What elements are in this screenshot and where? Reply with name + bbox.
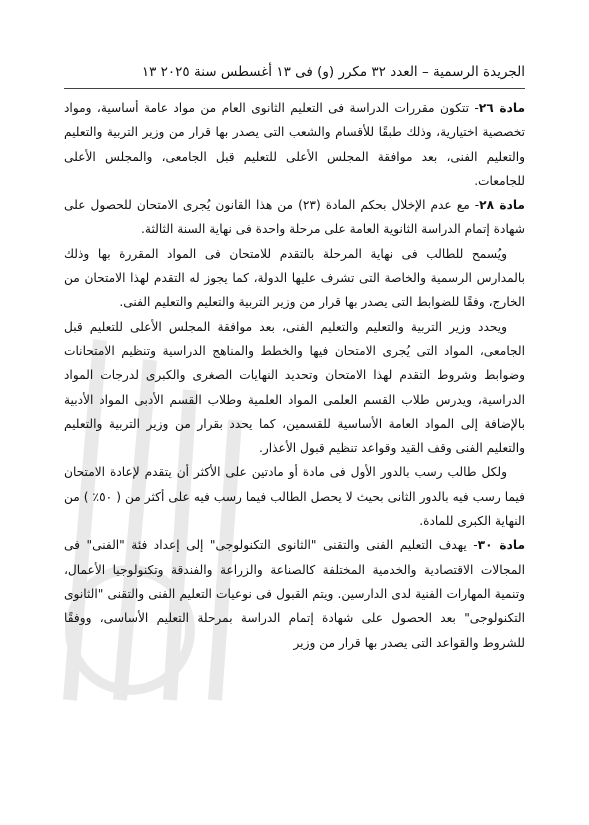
article-28-text: - مع عدم الإخلال بحكم المادة (٢٣) من هذا القانون يُجرى الامتحان للحصول على شهادة إتمام الدراسة الثانوية العامة على مرحلة واحدة فى نهاية السنة الثالثة. — [64, 198, 525, 237]
paragraph-exam-entry: ويُسمح للطالب فى نهاية المرحلة بالتقدم للامتحان فى المواد المقررة بها وذلك بالمدارس الرسمية والخاصة التى تشرف عليها الدولة، كما يجوز له التقدم لهذا الامتحان من الخارج، وفقًا للضوابط التى يصدر بها قرار من وزير التربية والتعليم والتعليم الفنى. — [64, 246, 525, 310]
page-header: الجريدة الرسمية – العدد ٣٢ مكرر (و) فى ١٣ أغسطس سنة ٢٠٢٥ ١٣ — [141, 64, 525, 80]
article-26 — [64, 96, 525, 193]
article-28-label: مادة ٢٨ — [479, 198, 525, 213]
article-26-label: مادة ٢٦ — [478, 101, 525, 115]
article-28 — [64, 193, 525, 242]
article-30-label: مادة ٣٠ — [477, 538, 525, 553]
paragraph-second-round: ولكل طالب رسب بالدور الأول فى مادة أو مادتين على الأكثر أن يتقدم لإعادة الامتحان فيما رسب فيه بالدور الثانى بحيث لا يحصل الطالب فيما رسب فيه على أكثر من ( ٥٠٪ ) من النهاية الكبرى للمادة. — [64, 465, 525, 529]
document-body — [64, 96, 525, 655]
header-divider — [64, 88, 525, 89]
article-26-text: - تتكون مقررات الدراسة فى التعليم الثانوى العام من مواد عامة أساسية، ومواد تخصصية اختيارية، وذلك طبقًا للأقسام والشعب التى يصدر بها قرار من وزير التربية والتعليم والتعليم الفنى، بعد موافقة المجلس الأعلى للتعليم قبل الجامعى، والمجلس الأعلى للجامعات. — [64, 101, 525, 188]
article-30 — [64, 533, 525, 654]
article-30-text: - يهدف التعليم الفنى والتقنى "الثانوى التكنولوجى" إلى إعداد فئة "الفنى" فى المجالات الاقتصادية والخدمية المختلفة كالصناعة والزراعة والفندقة وتكنولوجيا الأعمال، وتنمية المهارات الفنية لدى الدارسين. ويتم القبول فى نوعيات التعليم الفنى والتقنى "الثانوى التكنولوجى" بعد الحصول على شهادة إتمام الدراسة بمرحلة التعليم الأساسى، ووفقًا للشروط والقواعد التى يصدر بها قرار من وزير — [64, 538, 525, 650]
paragraph-minister-rules: ويحدد وزير التربية والتعليم والتعليم الفنى، بعد موافقة المجلس الأعلى للتعليم قبل الجامعى، المواد التى يُجرى الامتحان فيها والخطط والمناهج الدراسية وتنظيم الامتحانات وضوابط وشروط التقدم لهذا الامتحان وتحديد النهايات الصغرى والكبرى لدرجات المواد الدراسية، ويدرس طلاب القسم العلمى المواد العلمية وطلاب القسم الأدبى المواد الأدبية بالإضافة إلى المواد العامة الأساسية للقسمين، كما يحدد بقرار من وزير التربية والتعليم والتعليم الفنى وقف القيد وقواعد تنظيم قبول الأعذار. — [64, 319, 525, 456]
